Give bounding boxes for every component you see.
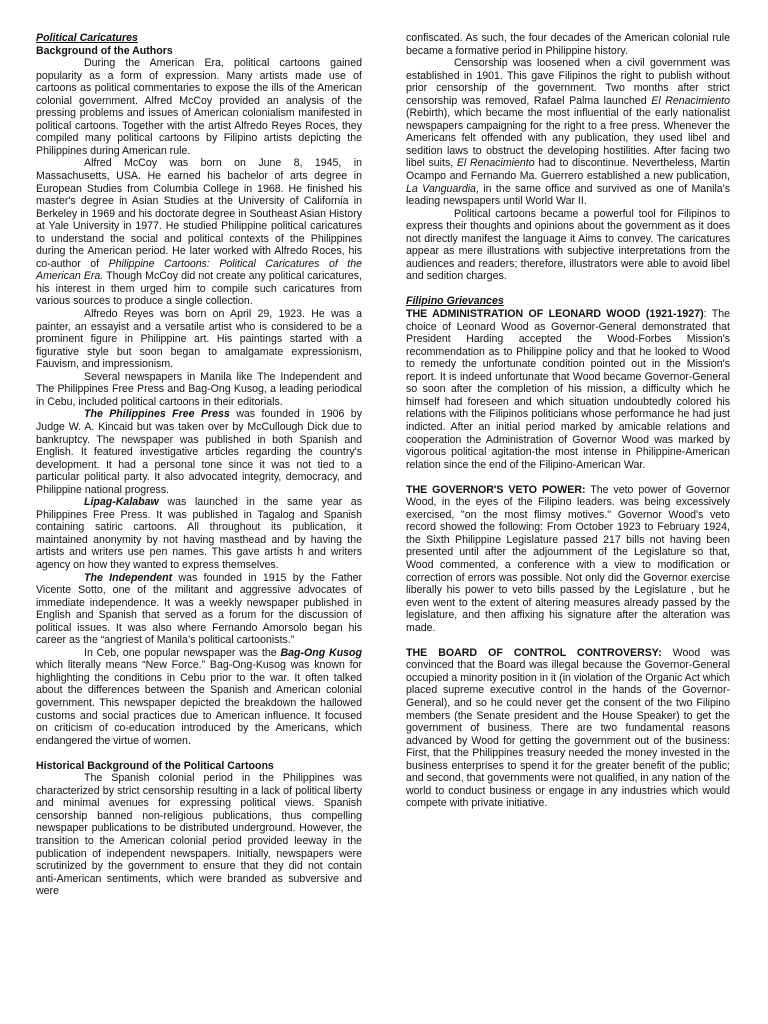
paragraph-newspapers: Several newspapers in Manila like The Independent and The Philippines Free Press and Bag-Ong Kusog, a leading periodical in Cebu, included political cartoons in their editorials. (36, 370, 362, 408)
grievances-title: Filipino Grievances (406, 295, 504, 308)
paragraph-mccoy: Alfred McCoy was born on June 8, 1945, in Massachusetts, USA. He earned his bachelor of arts degree in European Studies from Columbia College in 1968. He finished his master's degree in Asian Studies at the University of California in Berkeley in 1969 and his doctorate degree in Southeast Asian History at Yale University in 1977. He studied Philippine political caricatures to understand the social and political contexts of the Philippines during the American period. He later worked with Alfredo Roces, his co-author of Philippine Cartoons: Political Caricatures of the American Era. Though McCoy did not create any political caricatures, his interest in them urged him to compile such caricatures from various sources to produce a single collection. (36, 157, 362, 308)
paragraph-lipag-kalabaw: Lipag-Kalabaw was launched in the same year as Philippines Free Press. It was published in Tagalog and Spanish containing satiric cartoons. All throughout its publication, it maintained anonymity by not having masthead and by having the artists and writers use pen names. This gave artists h and writers agency on how they wanted to express themselves. (36, 496, 362, 571)
paragraph-bag-ong-kusog: In Ceb, one popular newspaper was the Bag-Ong Kusog which literally means “New Force.” Bag-Ong-Kusog was known for highlighting the conditions in Cebu prior to the war. It often talked about the differences between the Spanish and American colonial government. This newspaper depicted the breakdown the hallowed customs and social practices due to American influence. It focused on criticism of co-education introduced by the Americans, which endangered the virtue of women. (36, 646, 362, 747)
paragraph-board-of-control: THE BOARD OF CONTROL CONTROVERSY: Wood was convinced that the Board was illegal because the Governor-General occupied a minority position in it (in violation of the Organic Act which placed supreme executive control in the hands of the Governor-General), and so he could never get the consent of the two Filipino members (the Senate president and the House Speaker) to get the government of business. There are two fundamental reasons advanced by Wood for getting the government out of the business: First, that the Philippines treasury needed the money invested in the business enterprises to spend it for the greater benefit of the public; and second, that governments were not qualified, in any nation of the world to conduct business or engage in any industries which would compete with private initiative. (406, 646, 730, 810)
authors-heading: Background of the Authors (36, 44, 173, 57)
right-column (406, 32, 730, 810)
section-title: Political Caricatures (36, 32, 138, 44)
paragraph-roces: Alfredo Reyes was born on April 29, 1923. He was a painter, an essayist and a versatile artist who is considered to be a prominent figure in Philippine art. His paintings started with a figurative style but soon began to amalgamate expressionism, Fauvism, and impressionism. (36, 308, 362, 371)
paragraph-intro: During the American Era, political cartoons gained popularity as a form of expression. Many artists made use of cartoons as political commentaries to expose the ills of the American colonial government. Alfred McCoy provided an analysis of the pressing problems and issues of American colonialism manifested in political cartoons. Together with the artist Alfredo Reyes Roces, they compiled many political cartoons by Filipino artists depicting the Philippines during American rule. (36, 57, 362, 157)
left-column (36, 32, 362, 898)
paragraph-free-press: The Philippines Free Press was founded in 1906 by Judge W. A. Kincaid but was taken over by McCullough Dick due to bankruptcy. The newspaper was published in both Spanish and English. It featured investigative articles regarding the country's development. It had a personal tone since it was not tied to a particular political party. It also advocated integrity, democracy, and Philippine national progress. (36, 408, 362, 496)
paragraph-history: The Spanish colonial period in the Philippines was characterized by strict censorship resulting in a lack of political liberty and minimal avenues for expressing political views. Spanish censorship banned non-religious publications, thus compelling newspaper publications to be distributed underground. However, the transition to the American colonial period provided leeway in the publication of independent newspapers. Initially, newspapers were scrutinized by the government to ensure that they did not contain anti-American sentiments, which were branded as subversive and were (36, 772, 362, 898)
paragraph-wood-administration: THE ADMINISTRATION OF LEONARD WOOD (1921-1927): The choice of Leonard Wood as Governor-General demonstrated that President Harding accepted the Wood-Forbes Mission's recommendation as to Philippine policy and that he looked to Wood to remedy the unfortunate condition pointed out in the Mission's report. It is indeed unfortunate that Wood became Governor-General so soon after the completion of his mission, a difficulty which he himself had foreseen and which situation undoubtedly colored his relations with the Filipinos politicians whose performance he had just indicted. After an initial period marked by amicable relations and cooperation the Administration of Governor Wood was marked by vigorous political agitation-the most intense in Philippine-American relation since the end of the Filipino-American War. (406, 308, 731, 471)
paragraph-continued: confiscated. As such, the four decades of the American colonial rule became a formative period in Philippine history. (406, 32, 730, 57)
history-heading: Historical Background of the Political Cartoons (36, 759, 274, 772)
paragraph-censorship: Censorship was loosened when a civil government was established in 1901. This gave Filipinos the right to publish without prior censorship of the government. Two months after strict censorship was removed, Rafael Palma launched El Renacimiento (Rebirth), which became the most influential of the early nationalist newspapers campaigning for the right to a free press. Whenever the Americans felt offended with any publication, they used libel and sedition laws to obstruct the developing hostilities. After facing two libel suits, El Renacimiento had to discontinue. Nevertheless, Martin Ocampo and Fernando Ma. Guerrero established a new publication, La Vanguardia, in the same office and survived as one of Manila's leading newspapers until World War II. (406, 57, 731, 208)
paragraph-independent: The Independent was founded in 1915 by the Father Vicente Sotto, one of the militant and aggressive advocates of immediate independence. It was a weekly newspaper published in English and Spanish that served as a forum for the discussion of political issues. It was also where Fernando Amorsolo began his career as the “angriest of Manila’s political cartoonists.” (36, 571, 362, 647)
paragraph-cartoons-tool: Political cartoons became a powerful tool for Filipinos to express their thoughts and opinions about the government as it does not directly manifest the language it Aims to convey. The caricatures appear as mere illustrations with subjective interpretations from the audiences and readers; therefore, illustrators were able to avoid libel and sedition charges. (406, 207, 730, 283)
paragraph-veto-power: THE GOVERNOR'S VETO POWER: The veto power of Governor Wood, in the eyes of the Filipino leaders. was being excessively exercised, "on the most flimsy motives." Governor Wood's veto record showed the following: From October 1923 to February 1924, the Sixth Philippine Legislature passed 217 bills not having been presented until after the adjournment of the Legislature so that, Wood commented, a conference with a view to modification or correction of errors was possible. Not only did the Governor exercise liberally his power to veto bills passed by the Legislature , but he even went to the extent of altering measures already passed by the legislature, and then affixing his signature after the alteration was made. (406, 483, 731, 634)
